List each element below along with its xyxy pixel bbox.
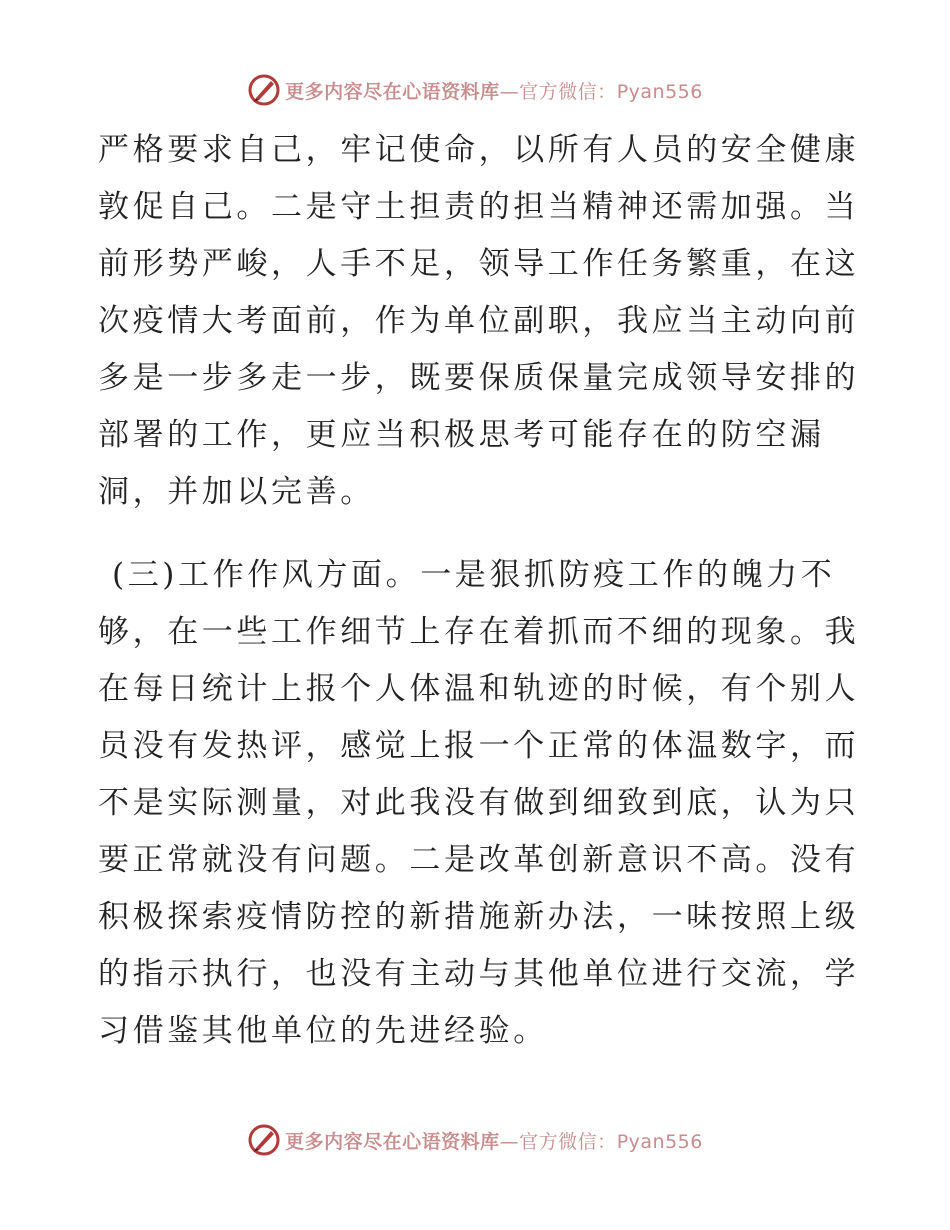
header-wechat-label: 官方微信：	[519, 80, 617, 103]
text-line: 不是实际测量，对此我没有做到细致到底，认为只	[98, 785, 860, 821]
pen-logo-icon	[247, 1123, 281, 1157]
document-body	[98, 122, 858, 1060]
header-main-text: 更多内容尽在心语资料库	[285, 80, 500, 103]
text-line: 的指示执行，也没有主动与其他单位进行交流，学	[98, 956, 860, 992]
text-line: 多是一步多走一步，既要保质保量完成领导安排的	[98, 360, 860, 396]
footer-main-text: 更多内容尽在心语资料库	[285, 1130, 500, 1153]
footer-wechat-id: Pyan556	[616, 1130, 703, 1153]
text-line: 严格要求自己，牢记使命，以所有人员的安全健康	[98, 132, 860, 168]
footer-banner	[0, 1120, 950, 1160]
header-banner	[0, 70, 950, 110]
header-text	[285, 77, 703, 104]
paragraph-gap	[98, 521, 858, 547]
pen-logo-icon	[247, 73, 281, 107]
paragraph-2	[98, 547, 858, 1060]
text-line: 积极探索疫情防控的新措施新办法，一味按照上级	[98, 899, 860, 935]
text-line: 在每日统计上报个人体温和轨迹的时候，有个别人	[98, 671, 860, 707]
header-separator: —	[499, 80, 520, 103]
footer-separator: —	[499, 1130, 520, 1153]
text-line: 够，在一些工作细节上存在着抓而不细的现象。我	[98, 614, 860, 650]
text-line: 习借鉴其他单位的先进经验。	[98, 1013, 548, 1049]
text-line: 部署的工作，更应当积极思考可能存在的防空漏	[98, 417, 825, 453]
text-line: 要正常就没有问题。二是改革创新意识不高。没有	[98, 842, 860, 878]
text-line: 次疫情大考面前，作为单位副职，我应当主动向前	[98, 303, 860, 339]
paragraph-1	[98, 122, 858, 521]
text-line: 前形势严峻，人手不足，领导工作任务繁重，在这	[98, 246, 860, 282]
text-line: 员没有发热评，感觉上报一个正常的体温数字，而	[98, 728, 860, 764]
text-line: (三)工作作风方面。一是狠抓防疫工作的魄力不	[112, 557, 836, 593]
header-wechat-id: Pyan556	[616, 80, 703, 103]
text-line: 敦促自己。二是守土担责的担当精神还需加强。当	[98, 189, 860, 225]
text-line: 洞，并加以完善。	[98, 474, 375, 510]
footer-text	[285, 1127, 703, 1154]
footer-wechat-label: 官方微信：	[519, 1130, 617, 1153]
